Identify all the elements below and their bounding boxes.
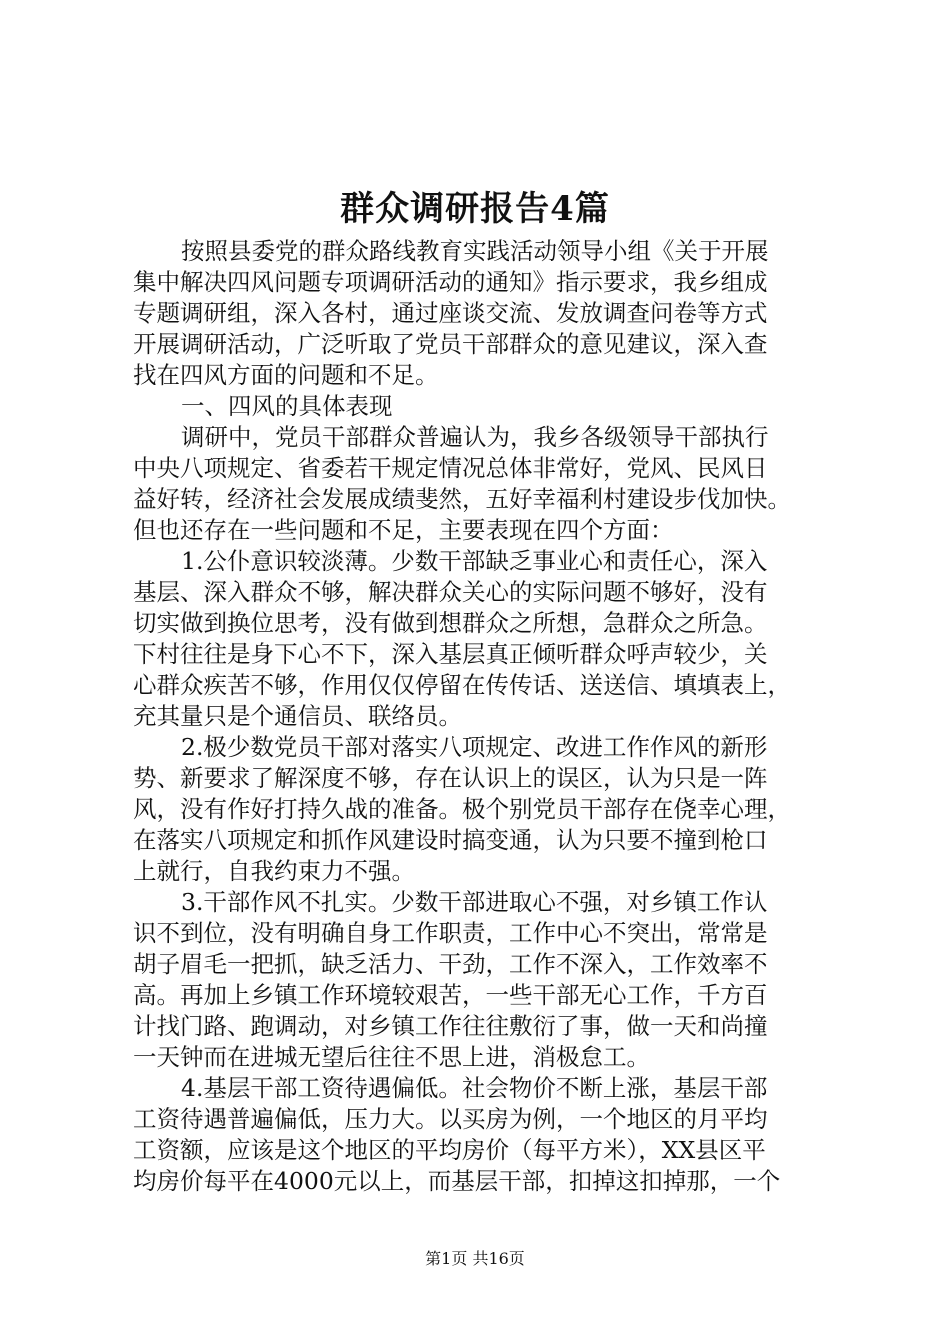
body-line: 工资额，应该是这个地区的平均房价（每平方米），XX县区平 xyxy=(133,1136,766,1164)
body-line: 计找门路、跑调动，对乡镇工作往往敷衍了事，做一天和尚撞 xyxy=(133,1012,768,1040)
body-line: 但也还存在一些问题和不足，主要表现在四个方面： xyxy=(133,516,674,544)
body-line: 在落实八项规定和抓作风建设时搞变通，认为只要不撞到枪口 xyxy=(133,826,768,854)
page-footer: 第1页 共16页 xyxy=(425,1249,525,1268)
body-line: 高。再加上乡镇工作环境较艰苦，一些干部无心工作，千方百 xyxy=(133,981,768,1009)
body-line: 3.干部作风不扎实。少数干部进取心不强，对乡镇工作认 xyxy=(181,888,768,916)
body-line: 工资待遇普遍偏低，压力大。以买房为例，一个地区的月平均 xyxy=(133,1105,768,1133)
body-line: 专题调研组，深入各村，通过座谈交流、发放调查问卷等方式 xyxy=(133,299,768,327)
body-line: 中央八项规定、省委若干规定情况总体非常好，党风、民风日 xyxy=(133,454,768,482)
body-line: 1.公仆意识较淡薄。少数干部缺乏事业心和责任心，深入 xyxy=(181,547,768,575)
body-line: 胡子眉毛一把抓，缺乏活力、干劲，工作不深入，工作效率不 xyxy=(133,950,768,978)
body-line: 基层、深入群众不够，解决群众关心的实际问题不够好，没有 xyxy=(133,578,768,606)
body-line: 一天钟而在进城无望后往往不思上进，消极怠工。 xyxy=(133,1043,650,1071)
document-body xyxy=(133,236,823,1197)
body-line: 切实做到换位思考，没有做到想群众之所想，急群众之所急。 xyxy=(133,609,768,637)
body-line: 4.基层干部工资待遇偏低。社会物价不断上涨，基层干部 xyxy=(181,1074,768,1102)
body-line: 下村往往是身下心不下，深入基层真正倾听群众呼声较少，关 xyxy=(133,640,768,668)
body-line: 均房价每平在4000元以上，而基层干部，扣掉这扣掉那，一个 xyxy=(133,1167,781,1195)
body-line: 按照县委党的群众路线教育实践活动领导小组《关于开展 xyxy=(181,237,769,265)
body-line: 充其量只是个通信员、联络员。 xyxy=(133,702,462,730)
body-line: 势、新要求了解深度不够，存在认识上的误区，认为只是一阵 xyxy=(133,764,768,792)
body-line: 上就行，自我约束力不强。 xyxy=(133,857,415,885)
body-line: 找在四风方面的问题和不足。 xyxy=(133,361,439,389)
body-line: 集中解决四风问题专项调研活动的通知》指示要求，我乡组成 xyxy=(133,268,768,296)
body-line: 2.极少数党员干部对落实八项规定、改进工作作风的新形 xyxy=(181,733,768,761)
body-line: 心群众疾苦不够，作用仅仅停留在传传话、送送信、填填表上， xyxy=(133,671,791,699)
body-line: 调研中，党员干部群众普遍认为，我乡各级领导干部执行 xyxy=(181,423,769,451)
document-title: 群众调研报告4篇 xyxy=(340,189,610,229)
body-line: 识不到位，没有明确自身工作职责，工作中心不突出，常常是 xyxy=(133,919,768,947)
body-line: 一、四风的具体表现 xyxy=(181,392,393,420)
body-line: 益好转，经济社会发展成绩斐然，五好幸福利村建设步伐加快。 xyxy=(133,485,791,513)
body-line: 开展调研活动，广泛听取了党员干部群众的意见建议，深入查 xyxy=(133,330,768,358)
body-line: 风，没有作好打持久战的准备。极个别党员干部存在侥幸心理， xyxy=(133,795,791,823)
